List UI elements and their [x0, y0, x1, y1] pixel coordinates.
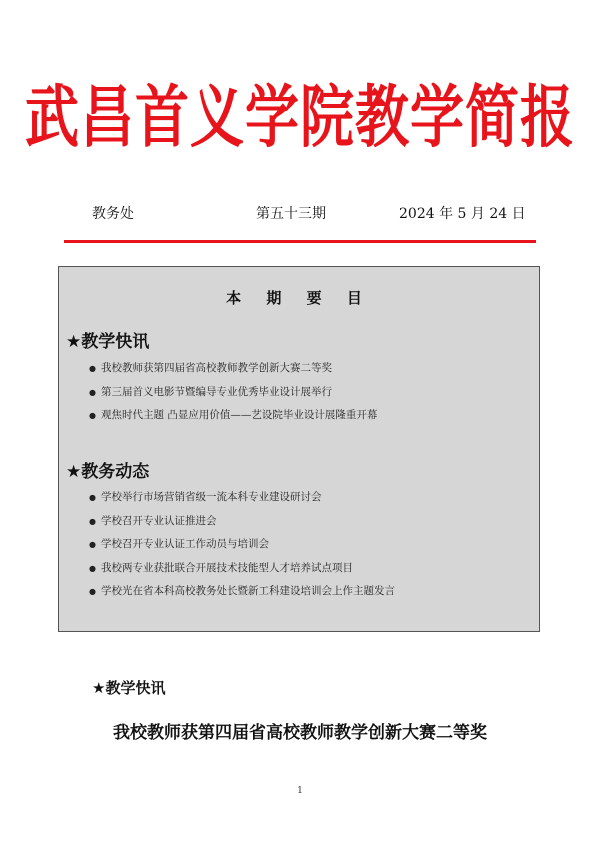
toc-section-heading: ★教务动态 [66, 462, 150, 482]
table-of-contents [58, 266, 540, 632]
bullet-icon: ● [89, 364, 96, 373]
toc-title: 本 期 要 目 [226, 289, 372, 307]
page-number: 1 [297, 786, 303, 796]
toc-item[interactable]: ● 学校举行市场营销省级一流本科专业建设研讨会 [89, 486, 395, 510]
bullet-icon: ● [89, 563, 96, 573]
issue-date: 2024 年 5 月 24 日 [399, 206, 526, 222]
masthead-title: 武昌首义学院教学简报 [25, 78, 575, 157]
toc-item[interactable]: ● 学校光在省本科高校教务处长暨新工科建设培训会上作主题发言 [89, 580, 395, 604]
toc-item[interactable]: ● 我校教师获第四届省高校教师教学创新大赛二等奖 [89, 357, 377, 381]
bullet-icon: ● [89, 540, 96, 549]
bullet-icon: ● [89, 387, 96, 397]
bullet-icon: ● [89, 493, 96, 502]
toc-item[interactable]: ● 观焦时代主题 凸显应用价值——艺设院毕业设计展隆重开幕 [89, 404, 377, 428]
toc-item[interactable]: ● 我校两专业获批联合开展技术技能型人才培养试点项目 [89, 557, 395, 581]
toc-section-heading: ★教学快讯 [66, 332, 150, 352]
toc-item[interactable]: ● 学校召开专业认证工作动员与培训会 [89, 533, 395, 557]
article-headline: 我校教师获第四届省高校教师教学创新大赛二等奖 [113, 723, 487, 743]
toc-item[interactable]: ● 学校召开专业认证推进会 [89, 510, 395, 534]
department-label: 教务处 [92, 206, 134, 222]
bullet-icon: ● [89, 411, 96, 420]
issue-number: 第五十三期 [256, 206, 326, 222]
toc-item[interactable]: ● 第三届首义电影节暨编导专业优秀毕业设计展举行 [89, 381, 377, 405]
toc-list-teaching-news [89, 357, 377, 428]
body-section-heading: ★教学快讯 [92, 679, 166, 697]
bullet-icon: ● [89, 516, 96, 526]
toc-list-academic-affairs [89, 486, 395, 604]
header-divider [64, 240, 536, 243]
bullet-icon: ● [89, 587, 96, 596]
